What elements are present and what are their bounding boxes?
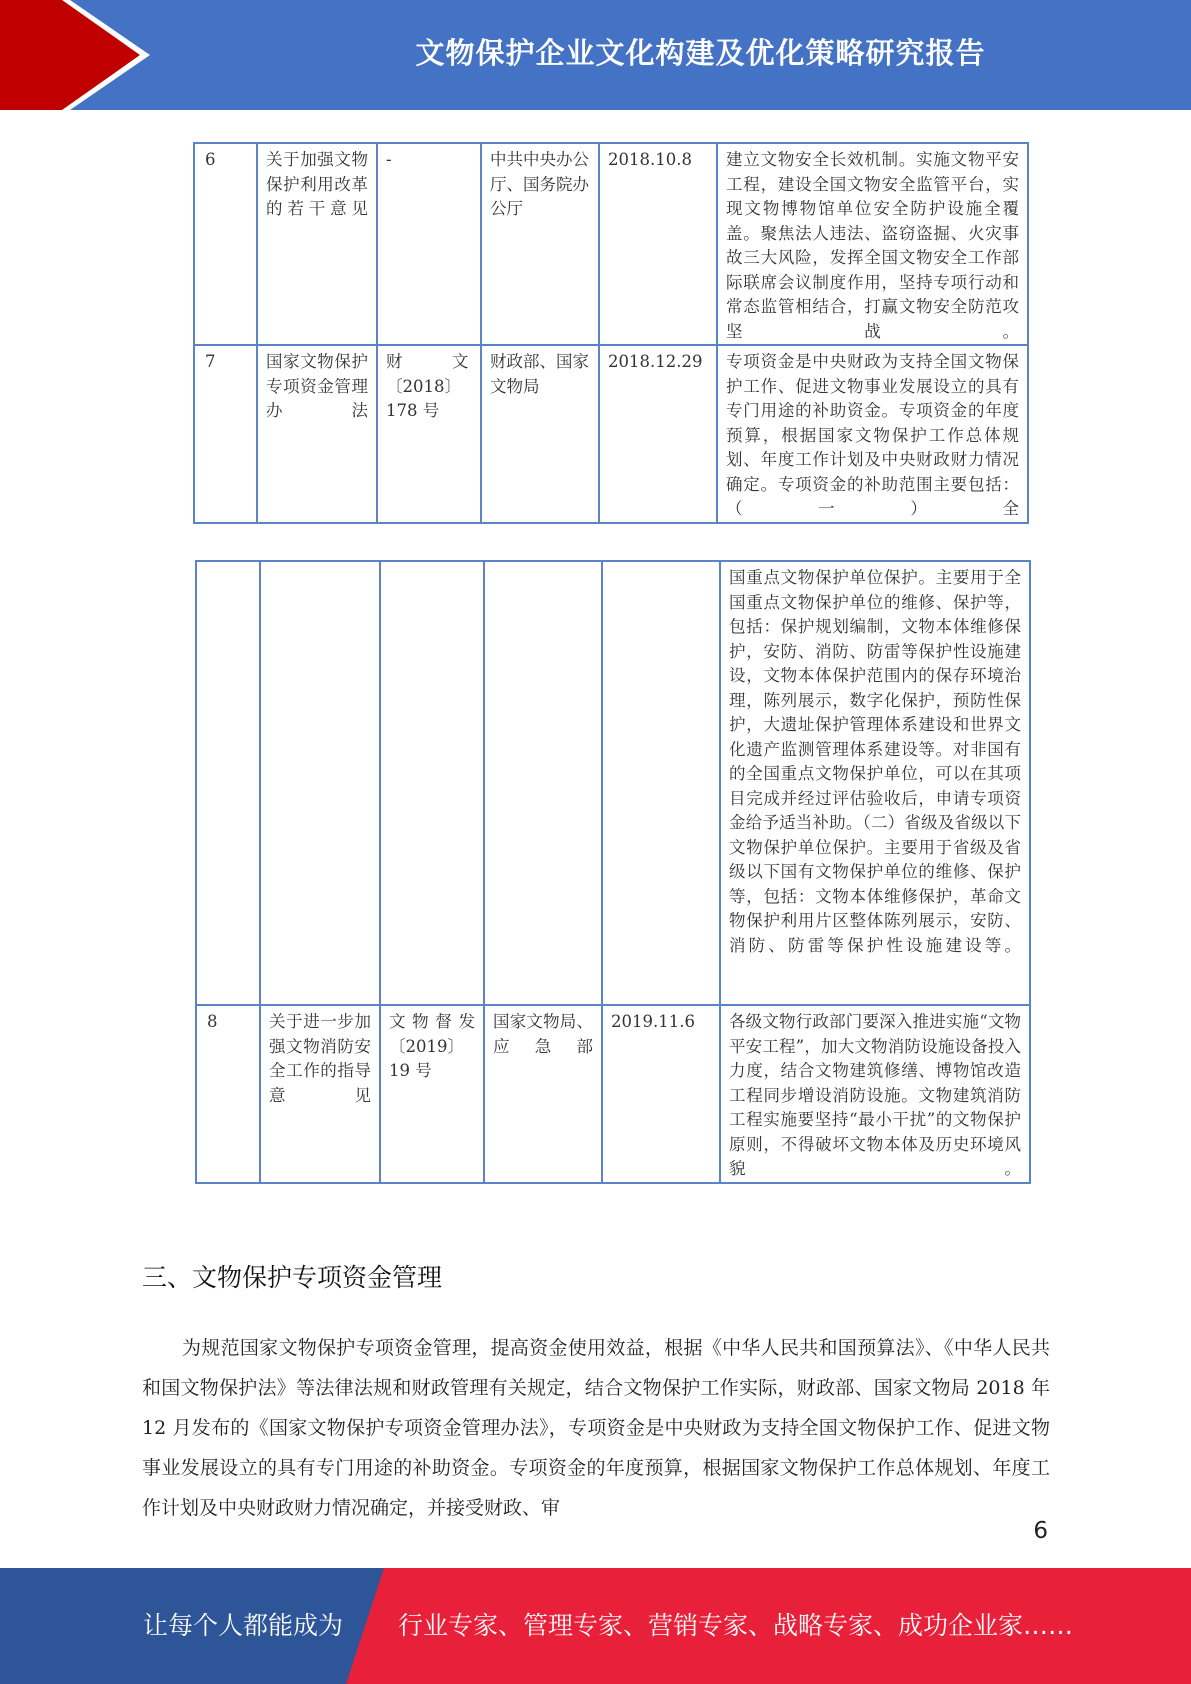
body-paragraph: 为规范国家文物保护专项资金管理，提高资金使用效益，根据《中华人民共和国预算法》、《中华人民共和国文物保护法》等法律法规和财政管理有关规定，结合文物保护工作实际，财政部、国家文物局 2018 年 12 月发布的《国家文物保护专项资金管理办法》，专项资金是中央财政为支持全国文物保护工作、促进文物事业发展设立的具有专门用途的补助资金。专项资金的年度预算，根据国家文物保护工作总体规划、年度工作计划及中央财政财力情况确定，并接受财政、审 <box>142 1337 1050 1519</box>
header-banner <box>0 0 1191 110</box>
issue-date: 2018.12.29 <box>599 345 717 523</box>
issuing-authority <box>484 561 602 1005</box>
table-row <box>196 1005 1030 1183</box>
page-number: 6 <box>1033 1518 1048 1544</box>
policy-table-part1 <box>193 142 1029 524</box>
document-number-line: 〔2018〕 <box>386 376 461 396</box>
document-number-line: 19 号 <box>389 1061 432 1080</box>
issue-date: 2019.11.6 <box>602 1005 720 1183</box>
document-number: - <box>377 143 481 345</box>
table-row <box>194 345 1028 523</box>
footer-banner <box>0 1568 1191 1684</box>
document-number-line: 财 文 <box>386 352 469 371</box>
policy-content: 建立文物安全长效机制。实施文物平安工程，建设全国文物安全监管平台，实现文物博物馆单位安全防护设施全覆盖。聚焦法人违法、盗窃盗掘、火灾事故三大风险，发挥全国文物安全工作部际联席会议制度作用，坚持专项行动和常态监管相结合，打赢文物安全防范攻坚战。 <box>717 143 1028 345</box>
issue-date: 2018.10.8 <box>599 143 717 345</box>
row-number: 7 <box>194 345 257 523</box>
policy-table-part2 <box>195 560 1031 1184</box>
policy-content: 各级文物行政部门要深入推进实施“文物平安工程”，加大文物消防设施设备投入力度，结合文物建筑修缮、博物馆改造工程同步增设消防设施。文物建筑消防工程实施要坚持“最小干扰”的文物保护原则，不得破坏文物本体及历史环境风貌。 <box>720 1005 1030 1183</box>
report-title: 文物保护企业文化构建及优化策略研究报告 <box>415 36 986 70</box>
table-row <box>196 561 1030 1005</box>
policy-content: 国重点文物保护单位保护。主要用于全国重点文物保护单位的维修、保护等，包括：保护规划编制，文物本体维修保护，安防、消防、防雷等保护性设施建设，文物本体保护范围内的保存环境治理，陈列展示，数字化保护，预防性保护，大遗址保护管理体系建设和世界文化遗产监测管理体系建设等。对非国有的全国重点文物保护单位，可以在其项目完成并经过评估验收后，申请专项资金给予适当补助。（二）省级及省级以下文物保护单位保护。主要用于省级及省级以下国有文物保护单位的维修、保护等，包括：文物本体维修保护，革命文物保护利用片区整体陈列展示，安防、消防、防雷等保护性设施建设等。 <box>720 561 1030 1005</box>
policy-name: 关于加强文物保护利用改革的若干意见 <box>257 143 377 345</box>
section-heading: 三、文物保护专项资金管理 <box>142 1263 443 1292</box>
table-row <box>194 143 1028 345</box>
document-number-line: 178 号 <box>386 401 440 420</box>
policy-name: 关于进一步加强文物消防安全工作的指导意见 <box>260 1005 380 1183</box>
header-arrow-decoration <box>0 0 150 110</box>
footer-slogan-right: 行业专家、管理专家、营销专家、战略专家、成功企业家…… <box>398 1611 1074 1640</box>
document-number <box>380 1005 484 1183</box>
policy-name <box>260 561 380 1005</box>
document-number <box>377 345 481 523</box>
issuing-authority: 中共中央办公厅、国务院办公厅 <box>481 143 599 345</box>
row-number: 6 <box>194 143 257 345</box>
issue-date <box>602 561 720 1005</box>
document-number-line: 〔2019〕 <box>389 1036 464 1056</box>
footer-slogan-left: 让每个人都能成为 <box>143 1611 344 1640</box>
policy-name: 国家文物保护专项资金管理办法 <box>257 345 377 523</box>
policy-content: 专项资金是中央财政为支持全国文物保护工作、促进文物事业发展设立的具有专门用途的补助资金。专项资金的年度预算，根据国家文物保护工作总体规划、年度工作计划及中央财政财力情况确定。专项资金的补助范围主要包括：（一）全 <box>717 345 1028 523</box>
row-number <box>196 561 260 1005</box>
issuing-authority: 国家文物局、应急部 <box>484 1005 602 1183</box>
document-number <box>380 561 484 1005</box>
issuing-authority: 财政部、国家文物局 <box>481 345 599 523</box>
document-number-line: 文物督发 <box>389 1012 475 1031</box>
row-number: 8 <box>196 1005 260 1183</box>
